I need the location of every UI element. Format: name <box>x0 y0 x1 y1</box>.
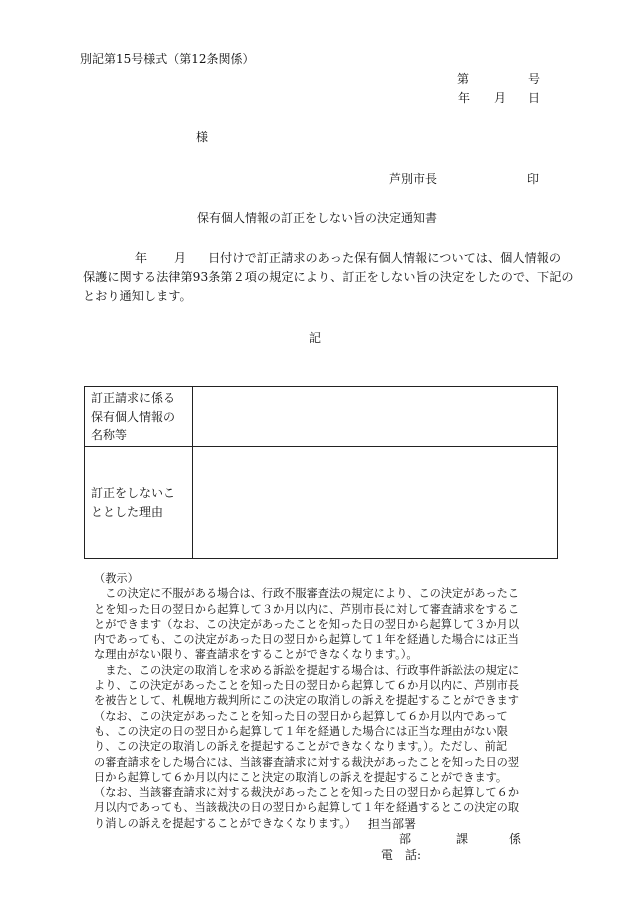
body-line-1: 日付けで訂正請求のあった保有個人情報については、個人情報の <box>208 251 562 265</box>
form-reference: 別記第15号様式（第12条関係） <box>80 52 255 66</box>
notes-line: とを知った日の翌日から起算して３か月以内に、芦別市長に対して審査請求をするこ <box>94 602 520 616</box>
body-year: 年 <box>135 251 148 265</box>
notes-line: も、この決定の日の翌日から起算して１年を経過した場合には正当な理由がない限 <box>94 724 508 738</box>
number-prefix: 第 <box>457 72 470 86</box>
table-row-name <box>85 387 558 447</box>
value-cell-reason <box>193 447 558 559</box>
label-cell-reason <box>85 447 193 559</box>
body-month: 月 <box>174 251 187 265</box>
body-line-2: 保護に関する法律第93条第２項の規定により、訂正をしない旨の決定をしたので、下記の <box>83 270 574 284</box>
contact-bu: 部 <box>399 832 412 846</box>
notes-heading: （教示） <box>94 572 139 585</box>
ki-heading: 記 <box>309 331 322 345</box>
notes-line: また、この決定の取消しを求める訴訟を提起する場合は、行政事件訴訟法の規定に <box>94 663 520 677</box>
notes-line: の審査請求をした場合には、当該審査請求に対する裁決があったことを知った日の翌 <box>94 755 520 769</box>
notes-line: （なお、当該審査請求に対する裁決があったことを知った日の翌日から起算して６か <box>94 786 520 800</box>
notes-line: とができます（なお、この決定があったことを知った日の翌日から起算して３か月以 <box>94 617 520 631</box>
notes-line: この決定に不服がある場合は、行政不服審査法の規定により、この決定があったこ <box>94 587 520 601</box>
number-suffix: 号 <box>528 72 541 86</box>
notes-line: り、この決定の取消しの訴えを提起することができなくなります。）。ただし、前記 <box>94 740 508 754</box>
notes-line: り消しの訴えを提起することができなくなります。） <box>94 816 357 830</box>
notes-line: 月以内であっても、当該裁決の日の翌日から起算して１年を経過するとこの決定の取 <box>94 801 520 815</box>
notes-line: 内であっても、この決定があった日の翌日から起算して１年を経過した場合には正当 <box>94 633 519 647</box>
issuer-title: 芦別市長 <box>389 172 438 186</box>
contact-phone-label: 電 話: <box>381 848 422 862</box>
body-line-3: とおり通知します。 <box>83 289 192 303</box>
date-year: 年 <box>458 91 471 105</box>
date-month: 月 <box>494 91 507 105</box>
notes-line: （なお、この決定があったことを知った日の翌日から起算して６か月以内であって <box>94 709 508 723</box>
date-day: 日 <box>528 91 541 105</box>
notes-line: な理由がない限り、審査請求をすることができなくなります。）。 <box>94 648 418 662</box>
contact-ka: 課 <box>456 832 469 846</box>
contact-dept-label: 担当部署 <box>368 817 417 831</box>
notes-line: を被告として、札幌地方裁判所にこの決定の取消しの訴えを提起することができます <box>94 694 519 708</box>
value-cell-name <box>193 387 558 447</box>
notes-line: 日から起算して６か月以内にこと決定の取消しの訴えを提起することができます。 <box>94 770 508 784</box>
table-row-reason <box>85 447 558 559</box>
document-title: 保有個人情報の訂正をしない旨の決定通知書 <box>197 211 438 225</box>
notes-line: より、この決定があったことを知った日の翌日から起算して６か月以内に、芦別市長 <box>94 679 520 693</box>
label-cell-name <box>85 387 193 447</box>
label-name: 訂正請求に係る 保有個人情報の 名称等 <box>91 391 176 442</box>
instructions-section <box>94 571 549 831</box>
contact-kakari: 係 <box>509 832 522 846</box>
info-table <box>84 386 558 559</box>
seal-mark: 印 <box>527 172 540 186</box>
label-reason: 訂正をしないこ ととした理由 <box>91 486 176 519</box>
addressee-suffix: 様 <box>196 130 209 144</box>
